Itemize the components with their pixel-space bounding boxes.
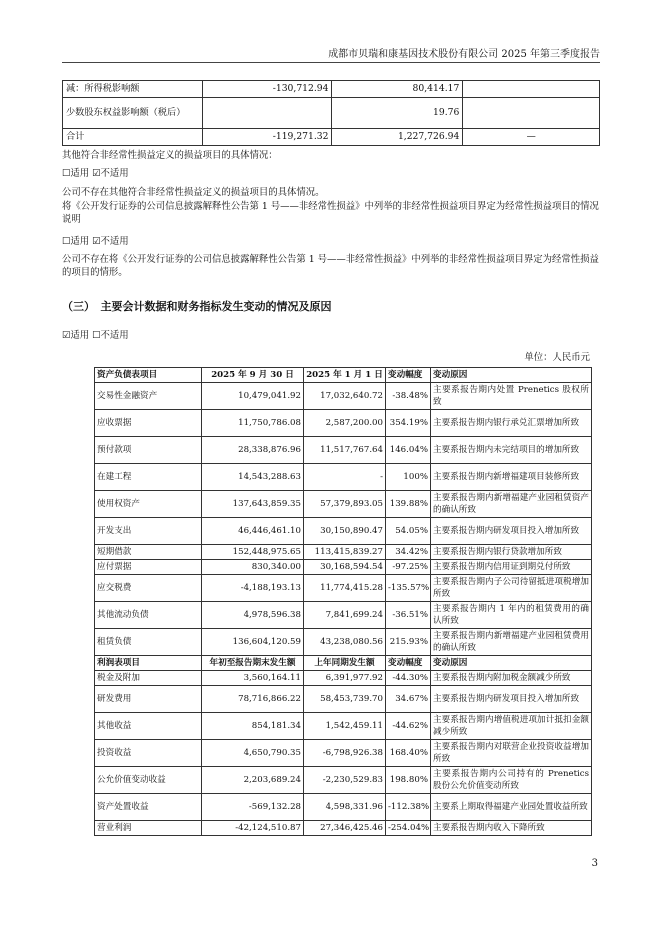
table-row [95, 464, 592, 491]
change-percent: 168.40% [386, 740, 431, 767]
item-cell: 应付票据 [95, 560, 202, 575]
value-current: 11,750,786.08 [202, 410, 304, 437]
value-prior: 11,517,767.64 [304, 437, 386, 464]
ytd-value: 19.76 [332, 98, 463, 129]
value-current: 28,338,876.96 [202, 437, 304, 464]
change-percent: 215.93% [386, 629, 431, 656]
table-row [95, 767, 592, 794]
value-current: -569,132.28 [202, 794, 304, 821]
table-row [95, 545, 592, 560]
reason-cell: 主要系报告期内新增福建产业园租赁资产的确认所致 [431, 491, 592, 518]
change-percent: 34.42% [386, 545, 431, 560]
table-row [95, 794, 592, 821]
change-percent: -44.62% [386, 713, 431, 740]
item-cell: 研发费用 [95, 686, 202, 713]
item-cell: 其他流动负债 [95, 602, 202, 629]
value-prior: 4,598,331.96 [304, 794, 386, 821]
page-header: 成都市贝瑞和康基因技术股份有限公司 2025 年第三季度报告 [328, 49, 600, 60]
item-cell: 交易性金融资产 [95, 383, 202, 410]
value-prior: -2,230,529.83 [304, 767, 386, 794]
reason-cell: 主要系报告期内新增福建项目装修所致 [431, 464, 592, 491]
paragraph-reclassification: 将《公开发行证券的公司信息披露解释性公告第 1 号——非经常性损益》中列举的非经常性损益项目界定为经常性损益项目的情况说明 [62, 201, 599, 225]
value-current: -42,124,510.87 [202, 821, 304, 836]
table-row [95, 821, 592, 836]
row-label: 减：所得税影响额 [63, 81, 203, 98]
reason-cell: 主要系上期取得福建产业园处置收益所致 [431, 794, 592, 821]
reason-cell: 主要系报告期内处置 Prenetics 股权所致 [431, 383, 592, 410]
reason-cell: 主要系报告期内银行承兑汇票增加所致 [431, 410, 592, 437]
value-current: 4,650,790.35 [202, 740, 304, 767]
value-prior: 11,774,415.28 [304, 575, 386, 602]
item-cell: 投资收益 [95, 740, 202, 767]
row-label: 合计 [63, 129, 203, 146]
table-row [95, 602, 592, 629]
value-current: 4,978,596.38 [202, 602, 304, 629]
table-row [95, 686, 592, 713]
value-current: 830,340.00 [202, 560, 304, 575]
table-row [95, 383, 592, 410]
value-prior: 2,587,200.00 [304, 410, 386, 437]
value-prior: 1,542,459.11 [304, 713, 386, 740]
table-row [95, 410, 592, 437]
applicable-checkbox-3: ☑适用 ☐不适用 [62, 330, 129, 341]
value-current: 152,448,975.65 [202, 545, 304, 560]
reason-cell: 主要系报告期内研发项目投入增加所致 [431, 686, 592, 713]
note-cell: — [463, 129, 600, 146]
table-row [95, 437, 592, 464]
change-percent: -135.57% [386, 575, 431, 602]
reason-cell: 主要系报告期内研发项目投入增加所致 [431, 518, 592, 545]
item-cell: 营业利润 [95, 821, 202, 836]
financial-changes-table [94, 367, 592, 836]
column-header: 变动原因 [431, 368, 592, 383]
value-prior: 6,391,977.92 [304, 671, 386, 686]
item-cell: 其他收益 [95, 713, 202, 740]
reason-cell: 主要系报告期内信用证到期兑付所致 [431, 560, 592, 575]
reason-cell: 主要系报告期内未完结项目的增加所致 [431, 437, 592, 464]
change-percent: 198.80% [386, 767, 431, 794]
value-current: 10,479,041.92 [202, 383, 304, 410]
item-cell: 公允价值变动收益 [95, 767, 202, 794]
item-cell: 开发支出 [95, 518, 202, 545]
change-percent: 146.04% [386, 437, 431, 464]
reason-cell: 主要系报告期内子公司待留抵进项税增加所致 [431, 575, 592, 602]
current-value [202, 98, 332, 129]
value-current: -4,188,193.13 [202, 575, 304, 602]
reason-cell: 主要系报告期内 1 年内的租赁费用的确认所致 [431, 602, 592, 629]
table-row [95, 629, 592, 656]
item-cell: 租赁负债 [95, 629, 202, 656]
note-cell [463, 81, 600, 98]
ytd-value: 1,227,726.94 [332, 129, 463, 146]
table-row [63, 98, 600, 129]
value-prior: 30,168,594.54 [304, 560, 386, 575]
table-header-row [95, 656, 592, 671]
column-header: 2025 年 1 月 1 日 [304, 368, 386, 383]
paragraph-no-reclassification: 公司不存在将《公开发行证券的公司信息披露解释性公告第 1 号——非经常性损益》中列举的非经常性损益项目界定为经常性损益的项目的情形。 [62, 254, 599, 278]
note-cell [463, 98, 600, 129]
current-value: -130,712.94 [202, 81, 332, 98]
reason-cell: 主要系报告期内增值税进项加计抵扣金额减少所致 [431, 713, 592, 740]
column-header: 利润表项目 [95, 656, 202, 671]
reason-cell: 主要系报告期内新增福建产业园租赁费用的确认所致 [431, 629, 592, 656]
table-row [63, 81, 600, 98]
item-cell: 短期借款 [95, 545, 202, 560]
column-header: 上年同期发生额 [304, 656, 386, 671]
value-current: 14,543,288.63 [202, 464, 304, 491]
table-row [95, 713, 592, 740]
value-current: 46,446,461.10 [202, 518, 304, 545]
change-percent: -97.25% [386, 560, 431, 575]
value-prior: 43,238,080.56 [304, 629, 386, 656]
column-header: 变动幅度 [386, 656, 431, 671]
change-percent: 139.88% [386, 491, 431, 518]
table-row [95, 491, 592, 518]
paragraph-other-items: 其他符合非经常性损益定义的损益项目的具体情况： [62, 150, 278, 161]
current-value: -119,271.32 [202, 129, 332, 146]
value-prior: 113,415,839.27 [304, 545, 386, 560]
column-header: 年初至报告期末发生额 [202, 656, 304, 671]
item-cell: 应交税费 [95, 575, 202, 602]
page-number: 3 [591, 858, 598, 869]
header-divider [62, 62, 600, 63]
table-row [95, 560, 592, 575]
table-row [95, 740, 592, 767]
item-cell: 应收票据 [95, 410, 202, 437]
reason-cell: 主要系报告期内收入下降所致 [431, 821, 592, 836]
value-current: 2,203,689.24 [202, 767, 304, 794]
value-prior: - [304, 464, 386, 491]
table-row [63, 129, 600, 146]
applicable-checkbox-1: ☐适用 ☑不适用 [62, 168, 129, 179]
column-header: 2025 年 9 月 30 日 [202, 368, 304, 383]
value-prior: 57,379,893.05 [304, 491, 386, 518]
item-cell: 预付款项 [95, 437, 202, 464]
change-percent: 54.05% [386, 518, 431, 545]
table-row [95, 671, 592, 686]
value-prior: 30,150,890.47 [304, 518, 386, 545]
currency-unit: 单位：人民币元 [524, 352, 590, 363]
change-percent: 100% [386, 464, 431, 491]
item-cell: 税金及附加 [95, 671, 202, 686]
value-prior: 58,453,739.70 [304, 686, 386, 713]
value-current: 3,560,164.11 [202, 671, 304, 686]
reason-cell: 主要系报告期内附加税金额减少所致 [431, 671, 592, 686]
table-row [95, 518, 592, 545]
change-percent: 34.67% [386, 686, 431, 713]
value-current: 854,181.34 [202, 713, 304, 740]
paragraph-no-other-items: 公司不存在其他符合非经常性损益定义的损益项目的具体情况。 [62, 187, 325, 198]
change-percent: -36.51% [386, 602, 431, 629]
column-header: 资产负债表项目 [95, 368, 202, 383]
change-percent: -44.30% [386, 671, 431, 686]
value-prior: 7,841,699.24 [304, 602, 386, 629]
value-prior: 27,346,425.46 [304, 821, 386, 836]
reason-cell: 主要系报告期内银行贷款增加所致 [431, 545, 592, 560]
item-cell: 使用权资产 [95, 491, 202, 518]
value-current: 136,604,120.59 [202, 629, 304, 656]
reason-cell: 主要系报告期内对联营企业投资收益增加所致 [431, 740, 592, 767]
change-percent: -254.04% [386, 821, 431, 836]
item-cell: 在建工程 [95, 464, 202, 491]
column-header: 变动幅度 [386, 368, 431, 383]
section-title: （三） 主要会计数据和财务指标发生变动的情况及原因 [62, 300, 332, 313]
change-percent: 354.19% [386, 410, 431, 437]
nonrecurring-table [62, 80, 600, 146]
item-cell: 资产处置收益 [95, 794, 202, 821]
column-header: 变动原因 [431, 656, 592, 671]
table-header-row [95, 368, 592, 383]
change-percent: -112.38% [386, 794, 431, 821]
table-row [95, 575, 592, 602]
reason-cell: 主要系报告期内公司持有的 Prenetics 股份公允价值变动所致 [431, 767, 592, 794]
ytd-value: 80,414.17 [332, 81, 463, 98]
value-prior: -6,798,926.38 [304, 740, 386, 767]
value-current: 137,643,859.35 [202, 491, 304, 518]
value-current: 78,716,866.22 [202, 686, 304, 713]
change-percent: -38.48% [386, 383, 431, 410]
row-label: 少数股东权益影响额（税后） [63, 98, 203, 129]
applicable-checkbox-2: ☐适用 ☑不适用 [62, 236, 129, 247]
value-prior: 17,032,640.72 [304, 383, 386, 410]
